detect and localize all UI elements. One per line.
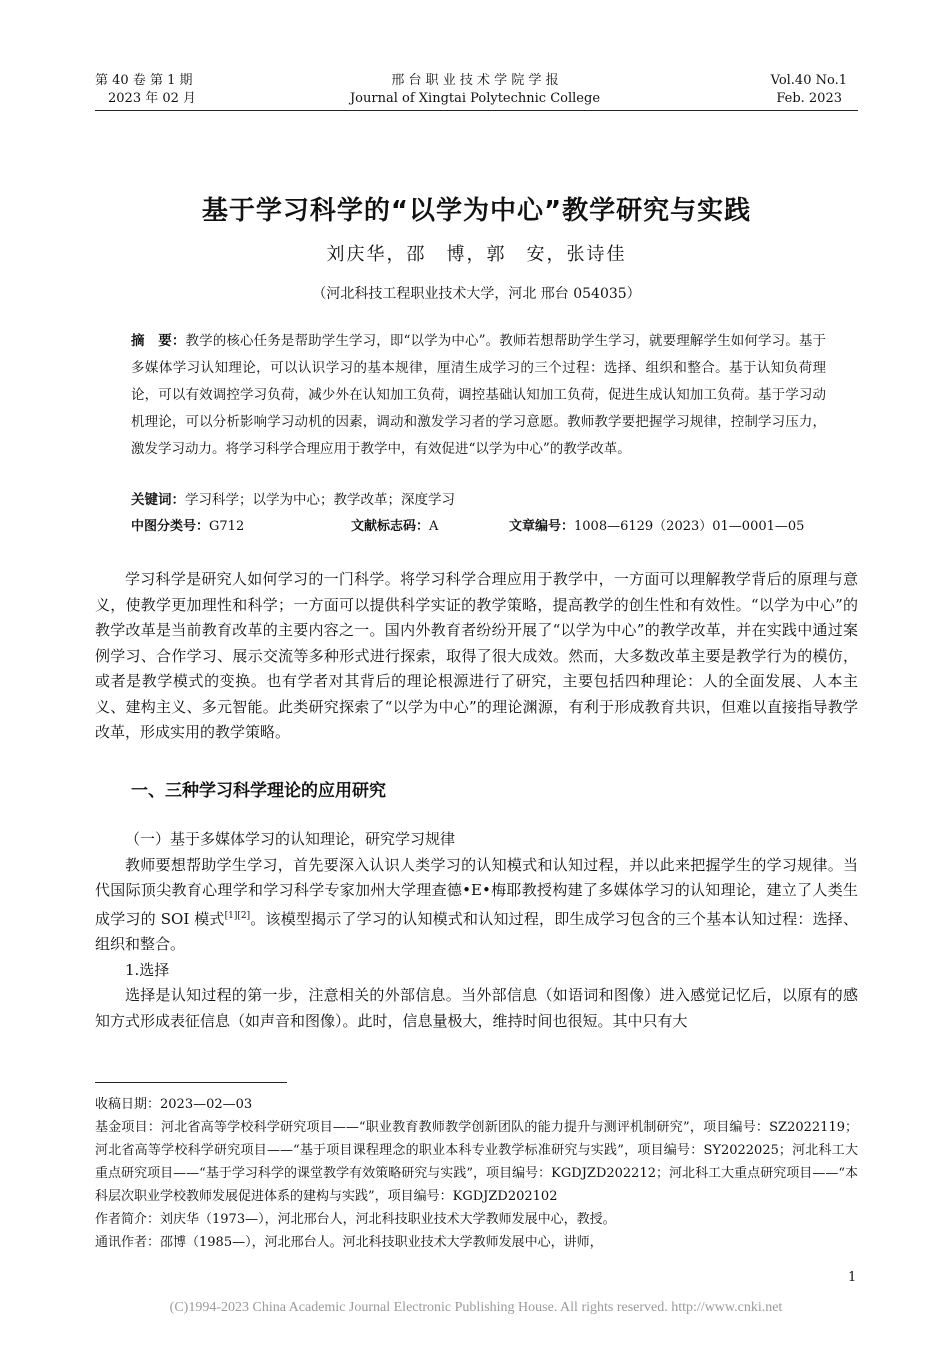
doc-code-label: 文献标志码： [351,519,430,534]
page-number: 1 [848,1270,857,1285]
keywords [131,489,826,511]
body-paragraph [95,853,858,958]
journal-name-cn: 邢 台 职 业 技 术 学 院 学 报 [391,73,559,88]
subsection-heading: （一）基于多媒体学习的认知理论，研究学习规律 [125,830,456,848]
corresponding-author: 通讯作者：邵博（1985—），河北邢台人。河北科技职业技术大学教师发展中心，讲师， [95,1235,603,1250]
volume-issue-cn: 第 40 卷 第 1 期 [95,73,193,88]
date-en: Feb. 2023 [776,91,842,106]
header-rule [95,110,858,111]
copyright-notice: (C)1994-2023 China Academic Journal Electronic Publishing House. All rights reserved. http://www.cnki.net [169,1300,783,1315]
affiliation: （河北科技工程职业技术大学，河北 邢台 054035） [312,286,641,302]
article-number-value: 1008—6129（2023）01—0001—05 [574,519,805,534]
footnotes [95,1093,858,1254]
volume-issue-en: Vol.40 No.1 [770,73,847,88]
authors: 刘庆华，邵 博，郭 安，张诗佳 [326,244,627,265]
received-date: 收稿日期：2023—02—03 [95,1097,253,1112]
clc-label: 中图分类号： [131,519,210,534]
keywords-label: 关键词： [131,492,185,508]
author-bio: 作者简介：刘庆华（1973—），河北邢台人，河北科技职业技术大学教师发展中心，教授。 [95,1212,616,1227]
para1-text-a: 教师要想帮助学生学习，首先要深入认识人类学习的认知模式和认知过程，并以此来把握学生的学习规律。当代国际顶尖教育心理学和学习科学专家加州大学理查德•E•梅耶教授构建了多媒体学习的认知理论，建立了人类生成学习的 SOI 模式 [95,855,858,928]
fund-info: 基金项目：河北省高等学校科学研究项目——“职业教育教师教学创新团队的能力提升与测评机制研究”，项目编号：SZ2022119；河北省高等学校科学研究项目——“基于项目课程理念的职业本科专业教学标准研究与实践”，项目编号：SY2022025；河北科工大重点研究项目——“基于学习科学的课堂教学有效策略研究与实践”，项目编号：KGDJZD202212；河北科工大重点研究项目——“本科层次职业学校教师发展促进体系的建构与实践”，项目编号：KGDJZD202102 [95,1120,858,1204]
abstract-text: 教学的核心任务是帮助学生学习，即“以学为中心”。教师若想帮助学生学习，就要理解学生如何学习。基于多媒体学习认知理论，可以认识学习的基本规律，厘清生成学习的三个过程：选择、组织和整合。基于认知负荷理论，可以有效调控学习负荷，减少外在认知加工负荷，调控基础认知加工负荷，促进生成认知加工负荷。基于学习动机理论，可以分析影响学习动机的因素，调动和激发学习者的学习意愿。教师教学要把握学习规律，控制学习压力，激发学习动力。将学习科学合理应用于教学中，有效促进“以学为中心”的教学改革。 [131,333,827,457]
body-paragraph: 选择是认知过程的第一步，注意相关的外部信息。当外部信息（如语词和图像）进入感觉记忆后，以原有的感知方式形成表征信息（如声音和图像）。此时，信息量极大，维持时间也很短。其中只有大 [95,986,858,1030]
keywords-text: 学习科学；以学为中心；教学改革；深度学习 [185,492,455,508]
list-item-heading: 1.选择 [125,960,170,979]
journal-name-en: Journal of Xingtai Polytechnic College [349,91,601,106]
abstract-label: 摘 要： [131,333,186,349]
date-cn: 2023 年 02 月 [108,91,197,106]
abstract [131,328,826,463]
section-body [95,827,858,1034]
article-number-label: 文章编号： [509,519,575,534]
para1-text-b: 。该模型揭示了学习的认知模式和认知过程，即生成学习包含的三个基本认知过程：选择、组织和整合。 [95,909,858,953]
footnote-rule [95,1082,287,1083]
section-heading: 一、三种学习科学理论的应用研究 [131,781,386,801]
citation-ref: [1][2] [224,910,251,921]
intro-text: 学习科学是研究人如何学习的一门科学。将学习科学合理应用于教学中，一方面可以理解教学背后的原理与意义，使教学更加理性和科学；一方面可以提供科学实证的教学策略，提高教学的创生性和有效性。“以学为中心”的教学改革是当前教育改革的主要内容之一。国内外教育者纷纷开展了“以学为中心”的教学改革，并在实践中通过案例学习、合作学习、展示交流等多种形式进行探索，取得了很大成效。然而，大多数改革主要是教学行为的模仿，或者是教学模式的变换。也有学者对其背后的理论根源进行了研究，主要包括四种理论：人的全面发展、人本主义、建构主义、多元智能。此类研究探索了“以学为中心”的理论渊源，有利于形成教育共识，但难以直接指导教学改革，形成实用的教学策略。 [95,570,858,741]
doc-code-value: A [429,519,439,534]
intro-paragraph [95,567,858,746]
clc-value: G712 [209,519,245,534]
article-title: 基于学习科学的“以学为中心”教学研究与实践 [201,196,752,226]
